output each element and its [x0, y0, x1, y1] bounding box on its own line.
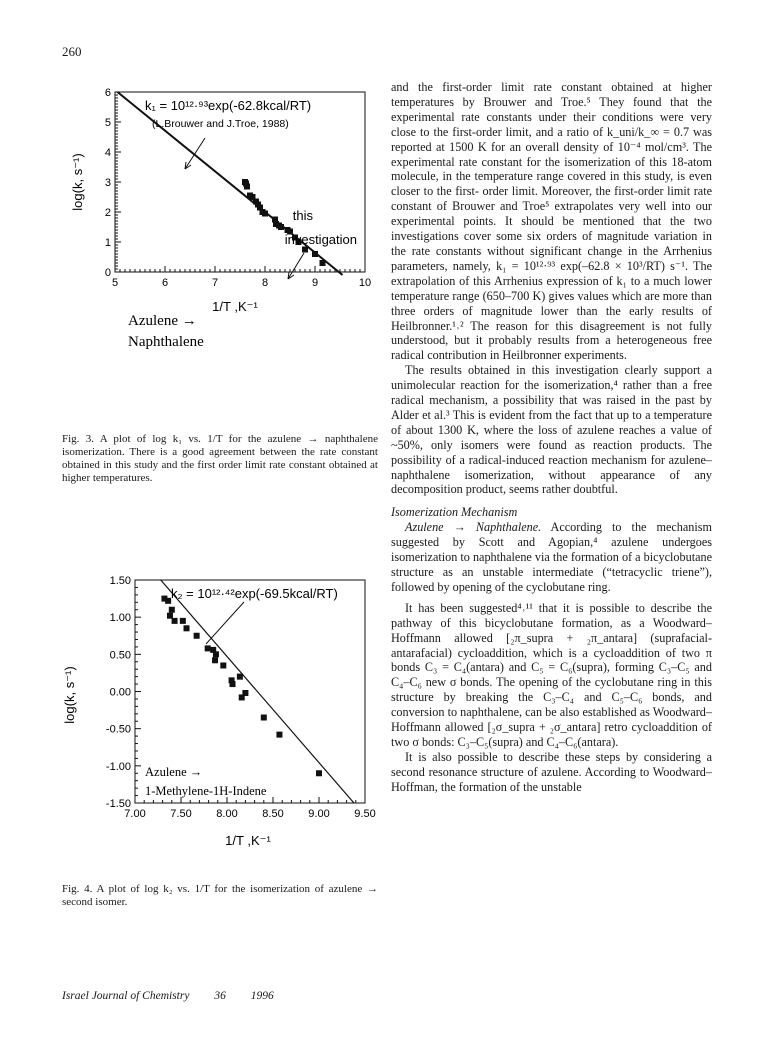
- journal-volume: 36: [214, 990, 226, 1002]
- y-tick-label: 6: [104, 87, 111, 99]
- data-point: [205, 645, 211, 651]
- x-tick-label: 9: [311, 277, 319, 289]
- arrow-head: [185, 162, 191, 169]
- y-tick-label: -1.00: [105, 760, 131, 773]
- y-tick-label: 1: [104, 237, 111, 249]
- y-tick-label: 4: [104, 147, 111, 159]
- rate-equation: k₂ = 10¹²·⁴²exp(-69.5kcal/RT): [171, 586, 338, 601]
- y-tick-label: 1.50: [109, 575, 131, 587]
- data-point: [167, 613, 173, 619]
- y-tick-label: 0.00: [109, 686, 131, 699]
- x-tick-label: 5: [111, 277, 119, 289]
- data-point: [212, 657, 218, 663]
- x-tick-label: 9.50: [354, 808, 376, 820]
- figure-4-plot: [60, 560, 380, 860]
- pointer-arrow-2: [288, 253, 304, 279]
- y-tick-label: 0: [104, 267, 111, 279]
- x-tick-label: 8.50: [262, 808, 284, 820]
- figure-3-caption: Fig. 3. A plot of log k₁ vs. 1/T for the azulene → naphthalene isomerization. There is a good agreement between the rate constant obtained in this study and the first order limit rate constant obtained at higher temperatures.: [62, 433, 378, 484]
- x-tick-label: 7.50: [170, 808, 192, 820]
- data-point: [316, 770, 322, 776]
- data-point: [220, 662, 226, 668]
- y-tick-label: 5: [104, 117, 111, 129]
- reaction-reactant: Azulene →: [145, 765, 203, 779]
- data-point: [261, 715, 267, 721]
- pointer-line: [206, 602, 244, 644]
- paragraph-1: and the first-order limit rate constant obtained at higher temperatures by Brouwer and Troe.⁵ They found that the experimental rate constants under their conditions were very close to the first-order limit, and a ratio of k_uni/k_∞ = 0.7 was reported at 1500 K for an overall density of 10⁻⁴ mol/cm³. The experimental rate constant for the isomerization of this 18-atom molecule, in the temperature range covered in this study, is even closer to the first- order limit. Moreover, the first-order limit rate constant of Brouwer and Troe⁵ extrapolates very well into our experimental points. It should be mentioned that the two investigations cover some six orders of magnitude variation in the rate constants without significant change in the Arrhenius parameters, namely, k₁ = 10¹²·⁹³ exp(–62.8 × 10³/RT) s⁻¹. The extrapolation of this Arrhenius expression of k₁ to a much lower temperature range (650–700 K) gives values which are more than three orders of magnitude lower than the early results of Heilbronner.¹˒² The reason for this disagreement is not fully understood, but it probably results from a heterogeneous free radical contribution in Heilbronner experiments.: [391, 80, 712, 363]
- x-axis-label: 1/T ,K⁻¹: [225, 833, 271, 848]
- data-point: [229, 677, 235, 683]
- y-axis-label: log(k, s⁻¹): [70, 153, 85, 211]
- figure-4: [60, 560, 380, 860]
- data-point: [312, 251, 318, 257]
- x-tick-label: 7.00: [124, 808, 146, 820]
- data-point: [172, 618, 178, 624]
- data-point: [184, 625, 190, 631]
- reaction-reactant: Azulene →: [128, 313, 197, 329]
- y-tick-label: 2: [104, 207, 111, 219]
- journal-name: Israel Journal of Chemistry: [62, 990, 190, 1002]
- y-tick-label: 3: [104, 177, 111, 189]
- data-point: [237, 674, 243, 680]
- paragraph-3-text: According to the mechanism suggested by Scott and Agopian,⁴ azulene undergoes isomerization to naphthalene via the formation of a bicyclobutane structure as an unstable intermediate (“tetracyclic triene”), followed by opening of the cyclobutane ring.: [391, 520, 712, 594]
- footer: [62, 990, 296, 1002]
- paragraph-3-lead: Azulene → Naphthalene.: [405, 520, 542, 535]
- body-text-column: [391, 80, 712, 795]
- paragraph-3: [391, 520, 712, 595]
- data-point: [244, 184, 250, 190]
- paragraph-4: It has been suggested⁴˒¹¹ that it is possible to describe the pathway of this bicyclobutane formation, as a Woodward–Hoffmann allowed [₂π_supra + ₂π_antara] (suprafacial-antarafacial) cycloaddition, which is a cycloaddition of two π bonds C₃ = C₄(antara) and C₅ = C₆(supra), forming C₃–C₅ and C₄–C₆ new σ bonds. The opening of the cyclobutane ring in this structure by breaking the C₃–C₄ and C₅–C₆ bonds, and conversion to naphthalene, can be also established as Woodward–Hoffmann allowed [₂σ_supra + ₂σ_antara] retro cycloaddition of two σ bonds: C₃–C₅(supra) and C₄–C₆(antara).: [391, 600, 712, 749]
- data-point: [180, 618, 186, 624]
- reaction-product: Naphthalene: [128, 334, 204, 350]
- reaction-product: 1-Methylene-1H-Indene: [145, 784, 267, 798]
- data-point: [302, 247, 308, 253]
- annotation-investigation: investigation: [284, 232, 357, 247]
- rate-equation: k₁ = 10¹²·⁹³exp(-62.8kcal/RT): [145, 98, 312, 113]
- data-point: [213, 651, 219, 657]
- page-number: 260: [62, 44, 82, 59]
- x-tick-label: 10: [358, 277, 372, 289]
- figure-4-caption: Fig. 4. A plot of log k₂ vs. 1/T for the isomerization of azulene → second isomer.: [62, 883, 378, 908]
- paragraph-5: It is also possible to describe these steps by considering a second resonance structure of azulene. According to Woodward–Hoffman, the formation of the unstable: [391, 749, 712, 794]
- x-axis-label: 1/T ,K⁻¹: [212, 299, 258, 314]
- x-tick-label: 6: [161, 277, 169, 289]
- figure-3: [60, 82, 380, 372]
- data-point: [278, 224, 284, 230]
- y-tick-label: 0.50: [109, 649, 131, 662]
- arrow-head-2: [288, 272, 294, 279]
- section-heading: Isomerization Mechanism: [391, 505, 518, 520]
- x-tick-label: 8: [261, 277, 269, 289]
- y-axis-label: log(k, s⁻¹): [62, 666, 77, 724]
- data-point: [276, 732, 282, 738]
- literature-citation: (L.Brouwer and J.Troe, 1988): [152, 118, 289, 130]
- x-tick-label: 7: [211, 277, 219, 289]
- figure-3-plot: [60, 82, 380, 372]
- annotation-this: this: [292, 208, 313, 223]
- journal-year: 1996: [250, 990, 274, 1002]
- data-point: [169, 607, 175, 613]
- data-point: [320, 260, 326, 266]
- pointer-arrow: [185, 138, 205, 169]
- paragraph-2: The results obtained in this investigation clearly support a unimolecular reaction for the isomerization,⁴ rather than a free radical mechanism, a possibility that was raised in the past by Alder et al.³ This is evident from the fact that up to a temperature of about 1300 K, where the loss of azulene reaches a value of ~50%, only isomers were found as reaction products. The possibility of a radical-induced reaction mechanism for azulene–naphthalene isomerization, without appearance of any decomposition product, seems rather doubtful.: [391, 363, 712, 497]
- y-tick-label: -0.50: [105, 723, 131, 736]
- data-point: [239, 694, 245, 700]
- data-point: [262, 211, 268, 217]
- y-tick-label: 1.00: [109, 612, 131, 625]
- y-tick-label: -1.50: [105, 798, 131, 810]
- x-tick-label: 8.00: [216, 808, 238, 820]
- x-tick-label: 9.00: [308, 808, 330, 820]
- data-point: [194, 633, 200, 639]
